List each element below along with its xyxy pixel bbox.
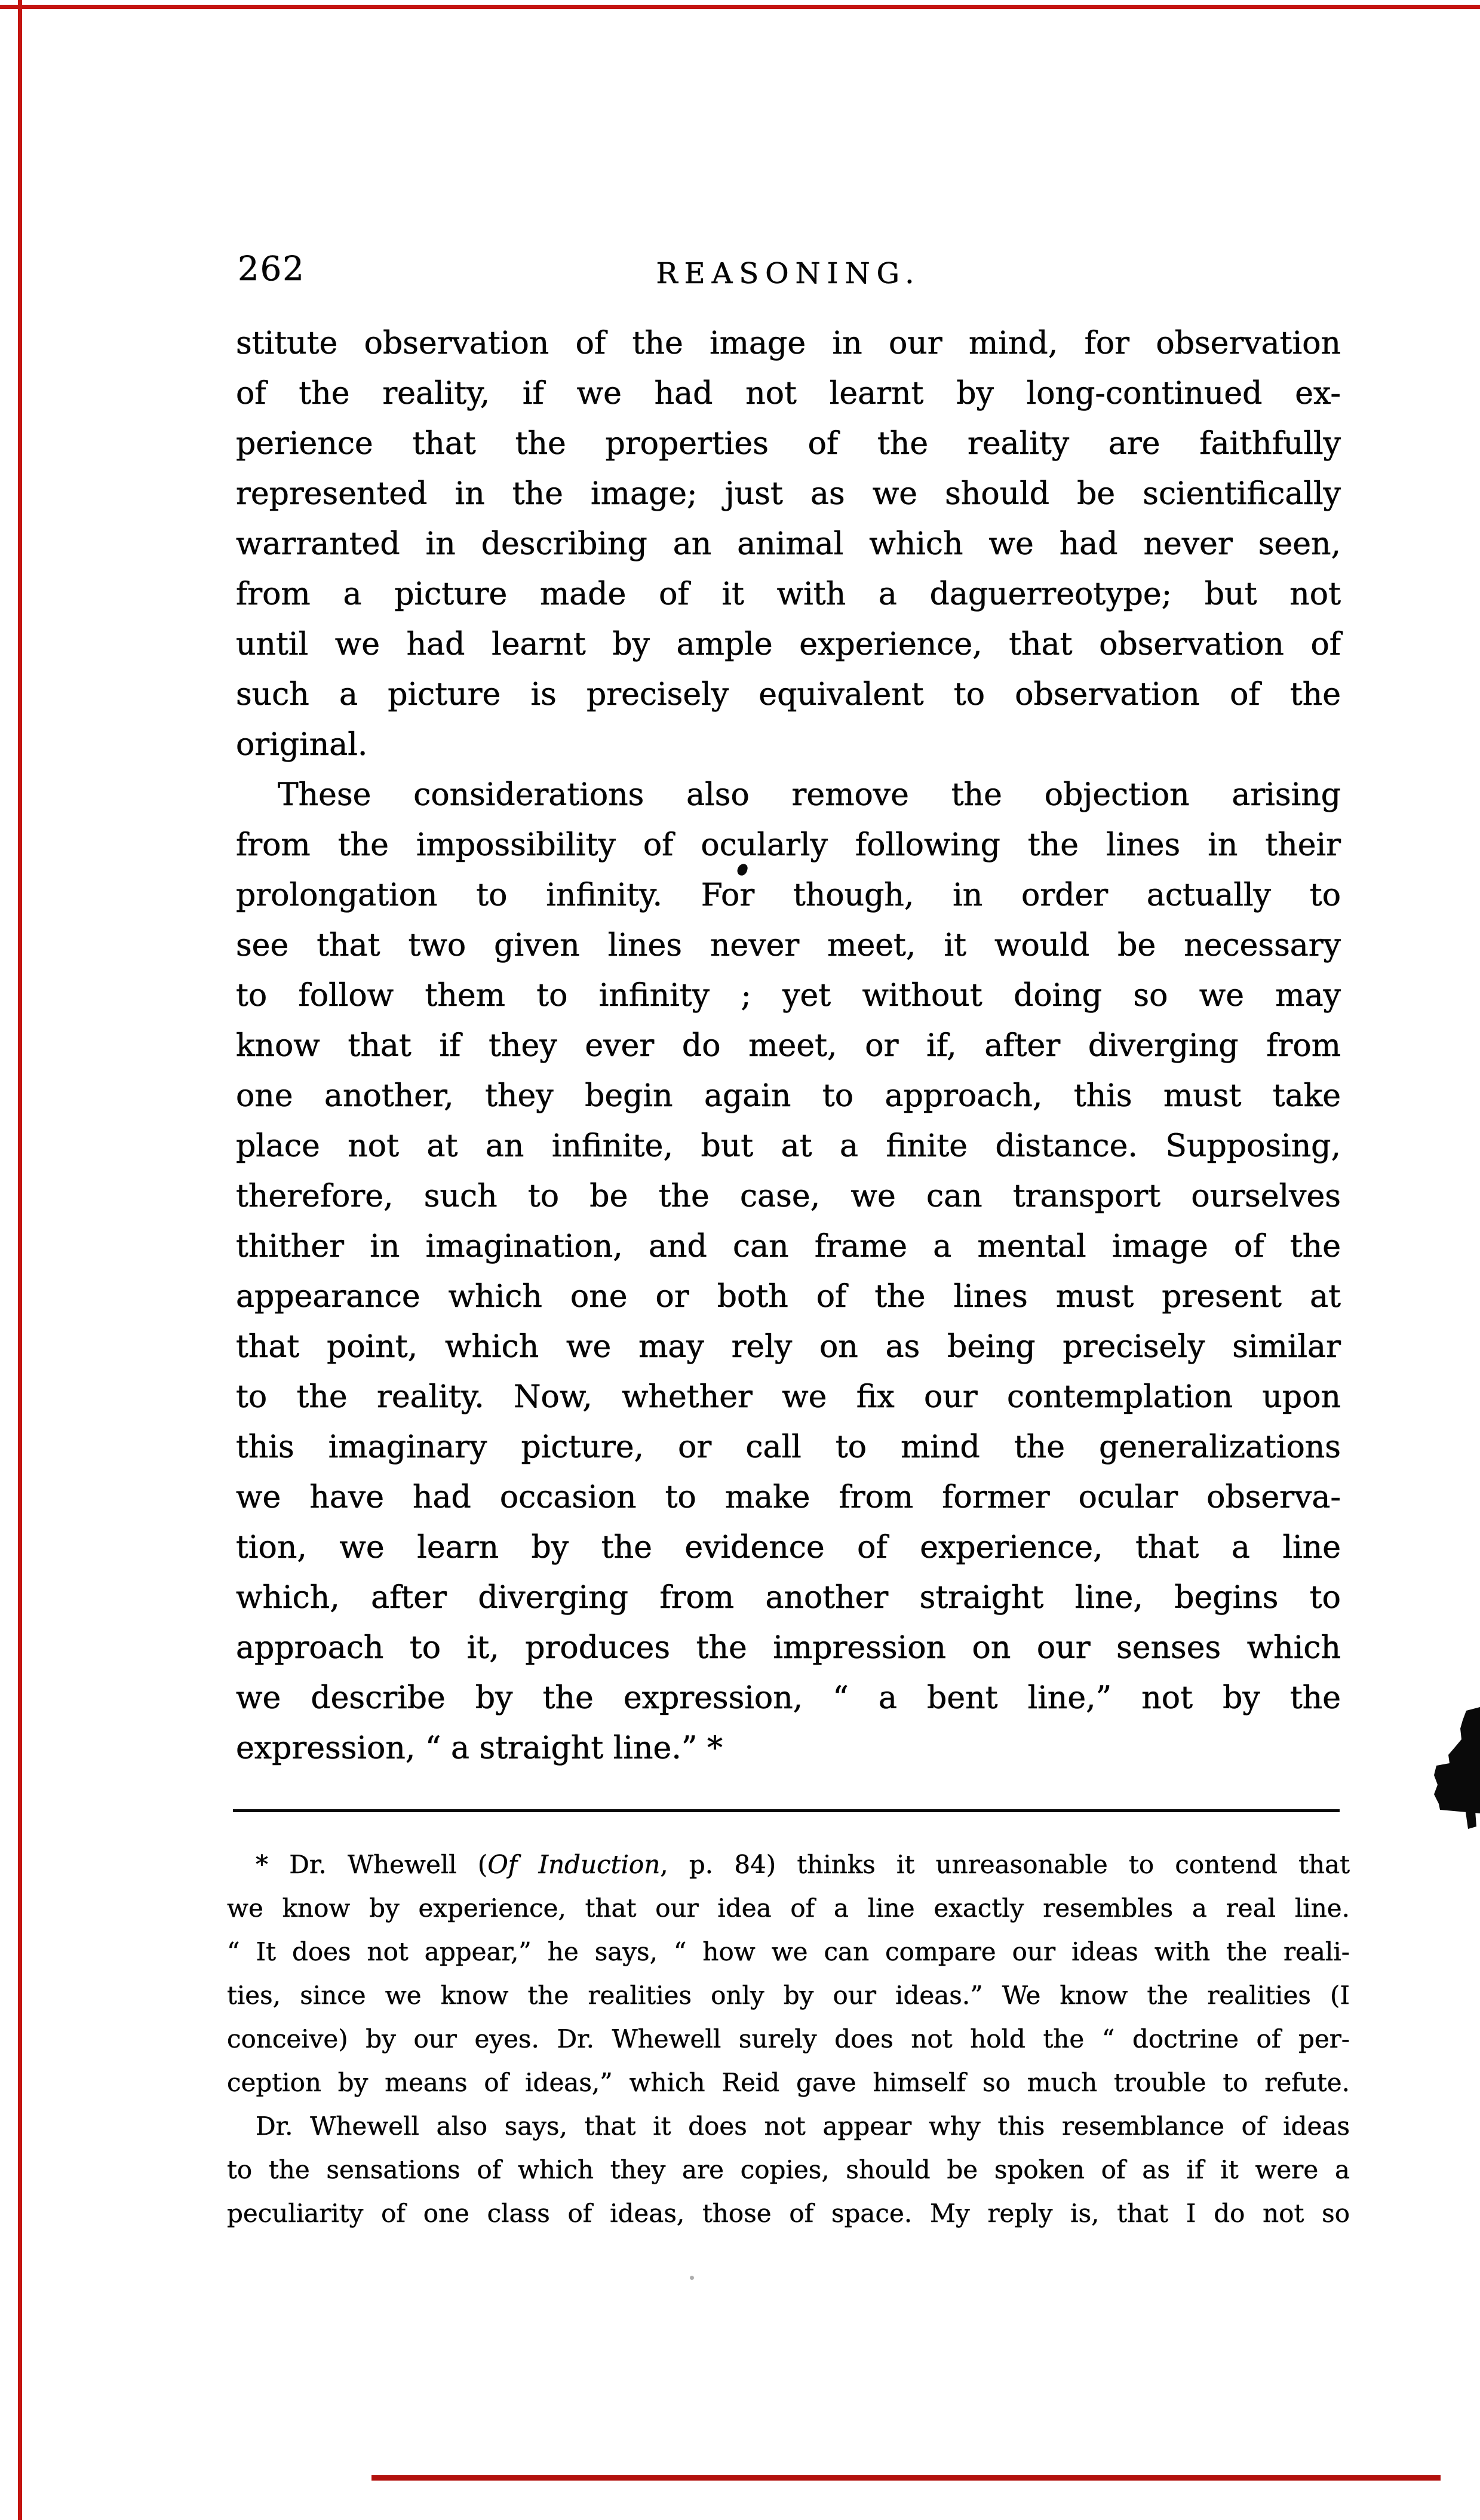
text-line: one another, they begin again to approach, this must take [236, 1078, 1341, 1114]
text-line: that point, which we may rely on as being precisely similar [236, 1329, 1341, 1365]
text-line: see that two given lines never meet, it would be necessary [236, 928, 1341, 963]
text-line: expression, “ a straight line.” * [236, 1730, 723, 1766]
text-line [227, 1843, 1350, 1886]
text-line: from the impossibility of ocularly following the lines in their [236, 827, 1341, 863]
text-line: appearance which one or both of the lines must present at [236, 1279, 1341, 1315]
running-header: REASONING. [656, 257, 921, 290]
text-line: perience that the properties of the reality are faithfully [236, 426, 1341, 462]
text-line: this imaginary picture, or call to mind the generalizations [236, 1429, 1341, 1465]
text-line: thither in imagination, and can frame a mental image of the [236, 1229, 1341, 1264]
paragraph [227, 2104, 1350, 2235]
paragraph [236, 770, 1341, 1773]
text-line: conceive) by our eyes. Dr. Whewell surely does not hold the “ doctrine of per- [227, 2024, 1350, 2054]
ink-blot [1432, 1707, 1480, 1833]
text-line: until we had learnt by ample experience, that observation of [236, 627, 1341, 662]
text-line: Dr. Whewell also says, that it does not appear why this resemblance of ideas [256, 2111, 1350, 2141]
faint-speck [690, 2276, 694, 2280]
text-line: ception by means of ideas,” which Reid gave himself so much trouble to refute. [227, 2068, 1350, 2097]
footnote-text [227, 1843, 1350, 2235]
text-line: These considerations also remove the objection arising [278, 777, 1341, 813]
text-line: approach to it, produces the impression on our senses which [236, 1630, 1341, 1666]
text-line: tion, we learn by the evidence of experience, that a line [236, 1530, 1341, 1566]
text-line: ties, since we know the realities only by our ideas.” We know the realities (I [227, 1981, 1350, 2010]
paragraph [227, 1843, 1350, 2104]
text-line: place not at an infinite, but at a finite distance. Supposing, [236, 1128, 1341, 1164]
text-line: which, after diverging from another straight line, begins to [236, 1580, 1341, 1616]
text-line: represented in the image; just as we should be scientifically [236, 476, 1341, 512]
text-line: such a picture is precisely equivalent to observation of the [236, 677, 1341, 713]
red-margin-line-left [18, 0, 22, 2520]
text-line: stitute observation of the image in our mind, for observation [236, 326, 1341, 361]
page-number: 262 [238, 250, 305, 288]
red-margin-line-top [0, 5, 1480, 9]
text-line: original. [236, 727, 368, 763]
text-line: prolongation to infinity. For though, in order actually to [236, 877, 1341, 913]
text-line: “ It does not appear,” he says, “ how we can compare our ideas with the reali- [227, 1937, 1350, 1966]
text-line: we describe by the expression, “ a bent line,” not by the [236, 1680, 1341, 1716]
text-line: we have had occasion to make from former ocular observa- [236, 1480, 1341, 1515]
paragraph [236, 318, 1341, 770]
text-line: of the reality, if we had not learnt by long-continued ex- [236, 376, 1341, 412]
italic-text: Of Induction [487, 1850, 661, 1879]
text-line: therefore, such to be the case, we can transport ourselves [236, 1178, 1341, 1214]
text-segment: , p. 84) thinks it unreasonable to contend that [660, 1850, 1350, 1879]
text-line: from a picture made of it with a daguerreotype; but not [236, 576, 1341, 612]
body-text [236, 318, 1341, 1773]
text-segment: * Dr. Whewell ( [256, 1850, 488, 1879]
text-line: warranted in describing an animal which we had never seen, [236, 526, 1341, 562]
red-margin-line-bottom [371, 2475, 1441, 2481]
text-line: to the reality. Now, whether we fix our contemplation upon [236, 1379, 1341, 1415]
footnote-divider-rule [233, 1809, 1340, 1812]
text-line: we know by experience, that our idea of a line exactly resembles a real line. [227, 1893, 1350, 1923]
text-line: to follow them to infinity ; yet without doing so we may [236, 978, 1341, 1014]
text-line: peculiarity of one class of ideas, those of space. My reply is, that I do not so [227, 2199, 1350, 2228]
text-line: to the sensations of which they are copies, should be spoken of as if it were a [227, 2155, 1350, 2184]
text-line: know that if they ever do meet, or if, after diverging from [236, 1028, 1341, 1064]
